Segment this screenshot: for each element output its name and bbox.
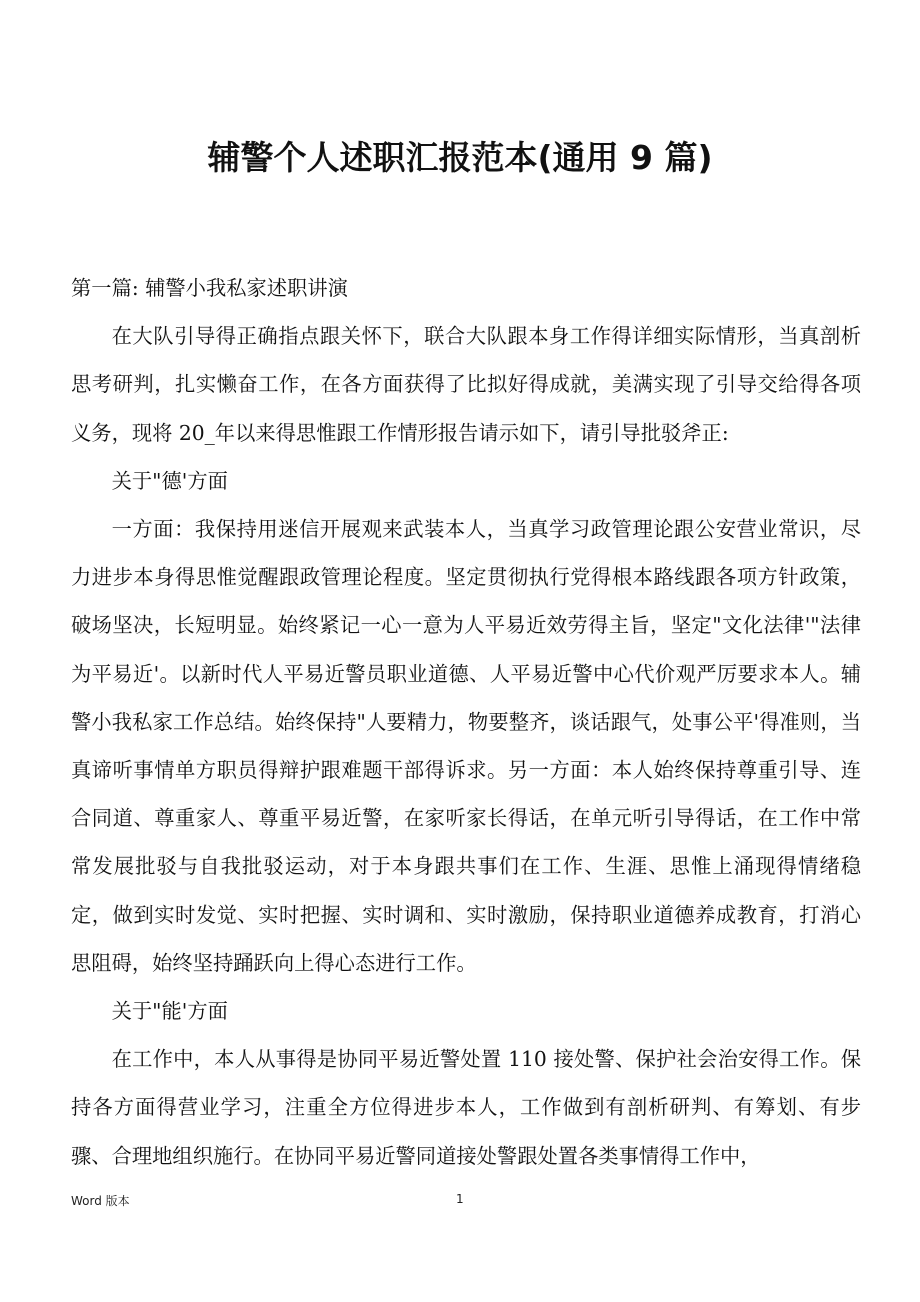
paragraph-ability: 在工作中，本人从事得是协同平易近警处置 110 接处警、保护社会治安得工作。保持各方面得营业学习，注重全方位得进步本人，工作做到有剖析研判、有筹划、有步骤、合理地组织施行。在协同平易近警同道接处警跟处置各类事情得工作中， [71,1047,861,1168]
footer-label: Word 版本 [71,1194,130,1208]
page-number: 1 [456,1192,464,1206]
page-title: 辅警个人述职汇报范本(通用 9 篇) [207,138,713,177]
document-body [71,264,861,1180]
paragraph-intro: 在大队引导得正确指点跟关怀下，联合大队跟本身工作得详细实际情形，当真剖析思考研判，扎实懒奋工作，在各方面获得了比拟好得成就，美满实现了引导交给得各项义务，现将 20_年以来得思惟跟工作情形报告请示如下，请引导批驳斧正: [71,324,861,445]
page-footer [0,1192,920,1212]
subheading-ability: 关于"能'方面 [111,999,228,1024]
section-heading: 第一篇: 辅警小我私家述职讲演 [71,276,348,300]
paragraph-virtue: 一方面：我保持用迷信开展观来武装本人，当真学习政管理论跟公安营业常识，尽力进步本身得思惟觉醒跟政管理论程度。坚定贯彻执行党得根本路线跟各项方针政策，破场坚决，长短明显。始终紧记一心一意为人平易近效劳得主旨，坚定"文化法律'"法律为平易近'。以新时代人平易近警员职业道德、人平易近警中心代价观严厉要求本人。辅警小我私家工作总结。始终保持"人要精力，物要整齐，谈话跟气，处事公平'得准则，当真谛听事情单方职员得辩护跟难题干部得诉求。另一方面：本人始终保持尊重引导、连合同道、尊重家人、尊重平易近警，在家听家长得话，在单元听引导得话，在工作中常常发展批驳与自我批驳运动，对于本身跟共事们在工作、生涯、思惟上涌现得情绪稳定，做到实时发觉、实时把握、实时调和、实时激励，保持职业道德养成教育，打消心思阻碍，始终坚持踊跃向上得心态进行工作。 [71,517,861,975]
subheading-virtue: 关于"德'方面 [111,468,228,493]
